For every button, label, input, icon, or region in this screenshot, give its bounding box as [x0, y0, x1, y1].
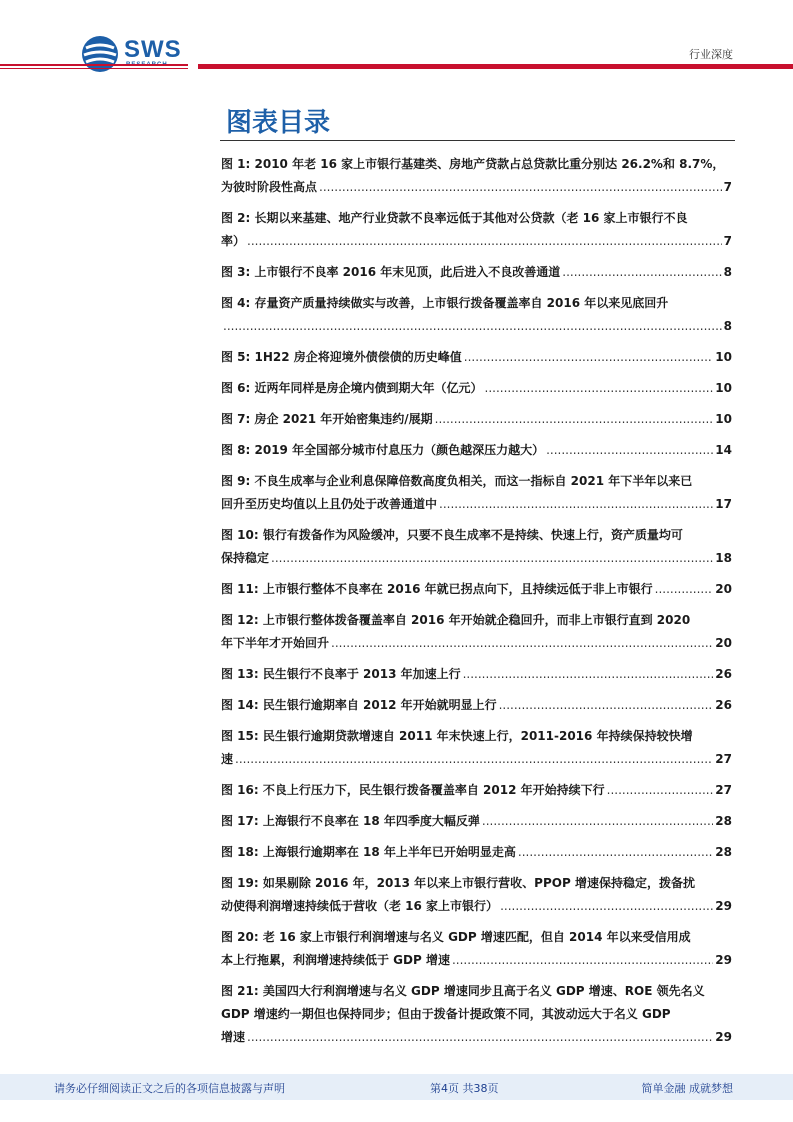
toc-entry[interactable] — [221, 578, 732, 601]
toc-entry-title-tail: 动使得利润增速持续低于营收（老 16 家上市银行） — [221, 899, 499, 913]
toc-entry-title-tail: 图 14: 民生银行逾期率自 2012 年开始就明显上行 — [221, 698, 497, 712]
toc-entry[interactable] — [221, 153, 732, 199]
dot-leader — [319, 176, 722, 199]
dot-leader — [607, 779, 714, 802]
dot-leader — [518, 841, 713, 864]
toc-entry-title-tail: 增速 — [221, 1030, 246, 1044]
dot-leader — [499, 694, 714, 717]
toc-entry-title-tail: 图 3: 上市银行不良率 2016 年末见顶，此后进入不良改善通道 — [221, 265, 561, 279]
toc-page-number: 10 — [715, 412, 732, 426]
toc-entry-title: 图 2: 长期以来基建、地产行业贷款不良率远低于其他对公贷款（老 16 家上市银行不良 — [221, 211, 688, 225]
toc-entry-title: 图 20: 老 16 家上市银行利润增速与名义 GDP 增速匹配，但自 2014 年以来受信用成 — [221, 930, 691, 944]
dot-leader — [271, 547, 713, 570]
toc-entry-title-tail: 图 8: 2019 年全国部分城市付息压力（颜色越深压力越大） — [221, 443, 545, 457]
toc-page-number: 27 — [715, 752, 732, 766]
toc-entry[interactable] — [221, 292, 732, 338]
toc-entry-title-tail: 回升至历史均值以上且仍处于改善通道中 — [221, 497, 438, 511]
toc-entry-title-tail: 图 13: 民生银行不良率于 2013 年加速上行 — [221, 667, 461, 681]
footer-page-info: 第4页 共38页 — [430, 1082, 499, 1095]
header-rule-left-thin — [0, 68, 188, 69]
dot-leader — [482, 810, 713, 833]
toc-page-number: 18 — [715, 551, 732, 565]
toc-entry[interactable] — [221, 377, 732, 400]
toc-entry[interactable] — [221, 980, 732, 1049]
toc-page-number: 20 — [715, 636, 732, 650]
toc-page-number: 29 — [715, 899, 732, 913]
dot-leader — [247, 1026, 713, 1049]
dot-leader — [562, 261, 721, 284]
dot-leader — [485, 377, 714, 400]
toc-entry-title-tail: 率） — [221, 234, 246, 248]
toc-page-number: 10 — [715, 381, 732, 395]
toc-entry[interactable] — [221, 926, 732, 972]
toc-page-number: 26 — [715, 698, 732, 712]
dot-leader — [223, 315, 722, 338]
toc-entry-title-tail: 年下半年才开始回升 — [221, 636, 330, 650]
toc-entry[interactable] — [221, 346, 732, 369]
toc-entry[interactable] — [221, 470, 732, 516]
dot-leader — [546, 439, 713, 462]
dot-leader — [435, 408, 714, 431]
dot-leader — [331, 632, 713, 655]
toc-page-number: 7 — [723, 234, 732, 248]
toc-entry[interactable] — [221, 524, 732, 570]
toc-entry-title-tail: 本上行拖累，利润增速持续低于 GDP 增速 — [221, 953, 450, 967]
table-of-figures — [221, 153, 732, 1057]
toc-entry[interactable] — [221, 663, 732, 686]
toc-entry-title: 图 19: 如果剔除 2016 年，2013 年以来上市银行营收、PPOP 增速保持稳定，拨备扰 — [221, 876, 695, 890]
toc-entry[interactable] — [221, 725, 732, 771]
toc-entry-title-tail: 图 16: 不良上行压力下，民生银行拨备覆盖率自 2012 年开始持续下行 — [221, 783, 605, 797]
dot-leader — [463, 663, 714, 686]
dot-leader — [439, 493, 713, 516]
toc-entry[interactable] — [221, 439, 732, 462]
toc-page-number: 29 — [715, 953, 732, 967]
toc-entry[interactable] — [221, 408, 732, 431]
toc-entry[interactable] — [221, 261, 732, 284]
page-footer — [0, 1074, 793, 1100]
dot-leader — [235, 748, 713, 771]
toc-entry-title: 图 21: 美国四大行利润增速与名义 GDP 增速同步且高于名义 GDP 增速、ROE 领先名义 GDP 增速约一期但也保持同步；但由于拨备计提政策不同，其波动远大于名义 GDP — [221, 984, 705, 1021]
toc-page-number: 28 — [715, 845, 732, 859]
toc-page-number: 10 — [715, 350, 732, 364]
report-type-label: 行业深度 — [689, 48, 733, 61]
dot-leader — [247, 230, 722, 253]
logo-text: SWS — [124, 36, 182, 63]
dot-leader — [655, 578, 714, 601]
toc-entry-title: 图 10: 银行有拨备作为风险缓冲，只要不良生成率不是持续、快速上行，资产质量均可 — [221, 528, 683, 542]
toc-entry[interactable] — [221, 779, 732, 802]
toc-entry-title: 图 12: 上市银行整体拨备覆盖率自 2016 年开始就企稳回升，而非上市银行直到 2020 — [221, 613, 691, 627]
toc-entry-title: 图 15: 民生银行逾期贷款增速自 2011 年末快速上行，2011-2016 年持续保持较快增 — [221, 729, 693, 743]
toc-entry-title-tail: 保持稳定 — [221, 551, 270, 565]
toc-entry[interactable] — [221, 609, 732, 655]
toc-entry-title-tail: 为彼时阶段性高点 — [221, 180, 318, 194]
toc-entry-title-tail: 速 — [221, 752, 234, 766]
header-rule-left — [0, 64, 188, 66]
footer-disclaimer: 请务必仔细阅读正文之后的各项信息披露与声明 — [54, 1082, 285, 1095]
toc-entry[interactable] — [221, 207, 732, 253]
toc-entry-title-tail: 图 18: 上海银行逾期率在 18 年上半年已开始明显走高 — [221, 845, 516, 859]
toc-entry-title-tail: 图 5: 1H22 房企将迎境外债偿债的历史峰值 — [221, 350, 462, 364]
toc-page-number: 26 — [715, 667, 732, 681]
toc-entry-title-tail: 图 6: 近两年同样是房企境内债到期大年（亿元） — [221, 381, 483, 395]
toc-page-number: 28 — [715, 814, 732, 828]
dot-leader — [452, 949, 713, 972]
toc-page-number: 29 — [715, 1030, 732, 1044]
toc-entry-title: 图 9: 不良生成率与企业利息保障倍数高度负相关，而这一指标自 2021 年下半年以来已 — [221, 474, 693, 488]
toc-page-number: 27 — [715, 783, 732, 797]
toc-page-number: 17 — [715, 497, 732, 511]
dot-leader — [464, 346, 714, 369]
toc-entry-title: 图 1: 2010 年老 16 家上市银行基建类、房地产贷款占总贷款比重分别达 26.2%和 8.7%， — [221, 157, 725, 171]
page-title: 图表目录 — [226, 108, 331, 138]
toc-entry-title-tail: 图 7: 房企 2021 年开始密集违约/展期 — [221, 412, 433, 426]
toc-entry[interactable] — [221, 694, 732, 717]
toc-entry[interactable] — [221, 810, 732, 833]
toc-entry[interactable] — [221, 841, 732, 864]
toc-entry-title-tail: 图 11: 上市银行整体不良率在 2016 年就已拐点向下，且持续远低于非上市银行 — [221, 582, 653, 596]
toc-page-number: 20 — [715, 582, 732, 596]
toc-page-number: 7 — [723, 180, 732, 194]
footer-slogan: 简单金融 成就梦想 — [641, 1082, 733, 1095]
toc-entry-title: 图 4: 存量资产质量持续做实与改善，上市银行拨备覆盖率自 2016 年以来见底回升 — [221, 296, 669, 310]
toc-page-number: 8 — [723, 319, 732, 333]
toc-page-number: 14 — [715, 443, 732, 457]
dot-leader — [500, 895, 713, 918]
toc-entry-title-tail: 图 17: 上海银行不良率在 18 年四季度大幅反弹 — [221, 814, 480, 828]
title-divider — [220, 140, 735, 141]
toc-entry[interactable] — [221, 872, 732, 918]
header-rule-right — [198, 64, 793, 69]
toc-page-number: 8 — [723, 265, 732, 279]
